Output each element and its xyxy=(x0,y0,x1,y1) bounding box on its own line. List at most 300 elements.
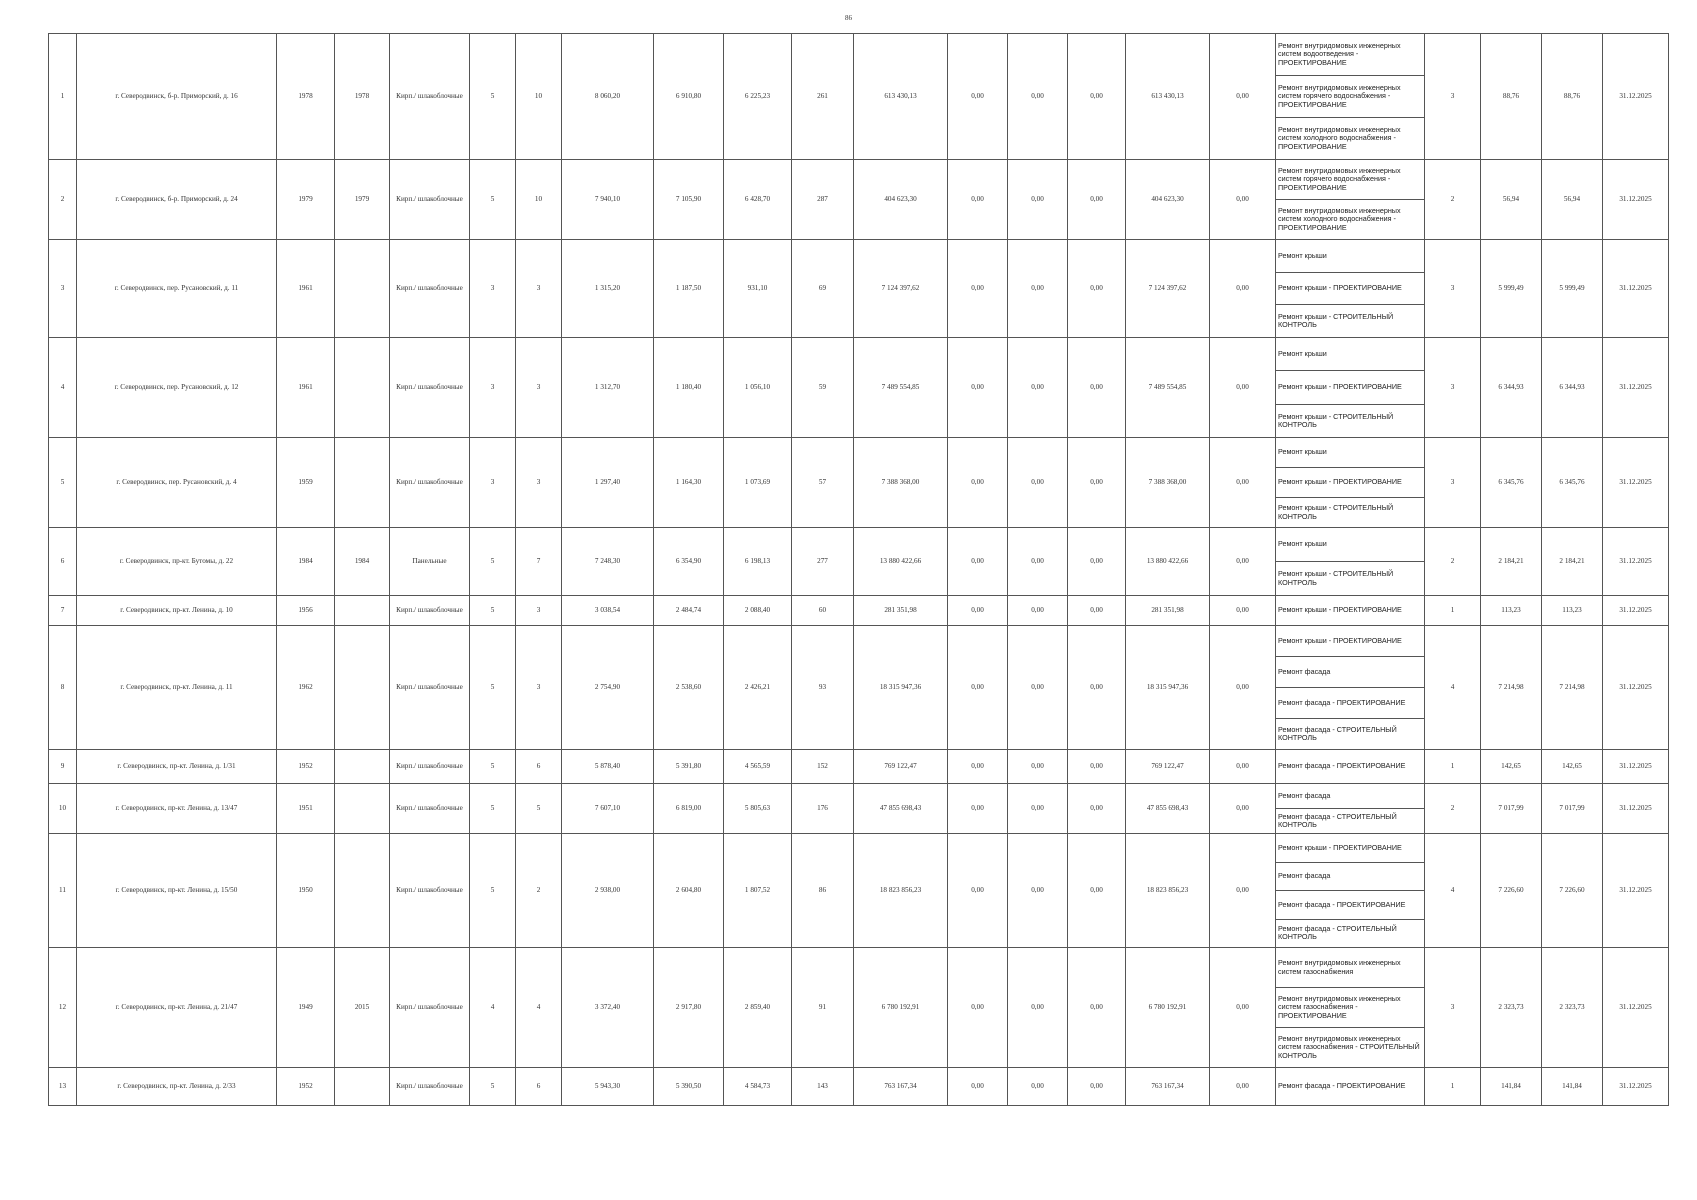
work-item: Ремонт крыши - ПРОЕКТИРОВАНИЕ xyxy=(1278,605,1402,615)
cell-residents: 60 xyxy=(792,596,854,626)
cell-floors: 5 xyxy=(470,160,516,240)
cell-unit-cost-max: 6 344,93 xyxy=(1542,338,1603,438)
cell-floors: 5 xyxy=(470,834,516,948)
cell-entrances: 6 xyxy=(516,750,562,784)
cell-year-built: 1956 xyxy=(277,596,335,626)
cell-area-living: 6 225,23 xyxy=(724,34,792,160)
work-item: Ремонт фасада xyxy=(1278,790,1331,800)
cell-fund-other: 0,00 xyxy=(1210,160,1276,240)
cell-area-total: 7 248,30 xyxy=(562,528,654,596)
cell-area-premises: 5 390,50 xyxy=(654,1068,724,1106)
cell-wall-material: Панельные xyxy=(390,528,470,596)
work-types-cell xyxy=(1276,338,1425,438)
cell-wall-material: Кирп./ шлакоблочные xyxy=(390,1068,470,1106)
cell-fund-owners: 7 489 554,85 xyxy=(1126,338,1210,438)
cell-residents: 287 xyxy=(792,160,854,240)
cell-deadline: 31.12.2025 xyxy=(1603,784,1669,834)
work-types-cell xyxy=(1276,1068,1425,1106)
cell-year-built: 1951 xyxy=(277,784,335,834)
cell-cost-total: 7 388 368,00 xyxy=(854,438,948,528)
cell-entrances: 10 xyxy=(516,160,562,240)
cell-area-living: 2 859,40 xyxy=(724,948,792,1068)
cell-cost-total: 6 780 192,91 xyxy=(854,948,948,1068)
cell-num: 8 xyxy=(49,626,77,750)
cell-deadline: 31.12.2025 xyxy=(1603,338,1669,438)
cell-fund-federal: 0,00 xyxy=(948,834,1008,948)
cell-residents: 176 xyxy=(792,784,854,834)
table-row xyxy=(49,438,1669,528)
work-item: Ремонт крыши xyxy=(1278,349,1327,359)
cell-fund-federal: 0,00 xyxy=(948,784,1008,834)
cell-year-built: 1961 xyxy=(277,338,335,438)
cell-area-premises: 7 105,90 xyxy=(654,160,724,240)
table-row xyxy=(49,784,1669,834)
cell-fund-regional: 0,00 xyxy=(1008,596,1068,626)
cell-fund-regional: 0,00 xyxy=(1008,338,1068,438)
cell-fund-local: 0,00 xyxy=(1068,750,1126,784)
cell-work-count: 4 xyxy=(1425,834,1481,948)
cell-unit-cost-max: 88,76 xyxy=(1542,34,1603,160)
cell-floors: 3 xyxy=(470,240,516,338)
cell-fund-federal: 0,00 xyxy=(948,1068,1008,1106)
cell-fund-federal: 0,00 xyxy=(948,528,1008,596)
cell-address: г. Северодвинск, пр-кт. Ленина, д. 2/33 xyxy=(77,1068,277,1106)
cell-fund-other: 0,00 xyxy=(1210,596,1276,626)
cell-wall-material: Кирп./ шлакоблочные xyxy=(390,596,470,626)
cell-unit-cost: 5 999,49 xyxy=(1481,240,1542,338)
cell-fund-federal: 0,00 xyxy=(948,240,1008,338)
work-item: Ремонт фасада xyxy=(1276,862,1424,891)
cell-cost-total: 18 315 947,36 xyxy=(854,626,948,750)
cell-num: 11 xyxy=(49,834,77,948)
cell-cost-total: 404 623,30 xyxy=(854,160,948,240)
cell-num: 6 xyxy=(49,528,77,596)
cell-fund-other: 0,00 xyxy=(1210,338,1276,438)
cell-year-renov xyxy=(335,1068,390,1106)
cell-address: г. Северодвинск, пр-кт. Ленина, д. 11 xyxy=(77,626,277,750)
work-item: Ремонт внутридомовых инженерных систем газоснабжения - ПРОЕКТИРОВАНИЕ xyxy=(1276,987,1424,1027)
table-row xyxy=(49,1068,1669,1106)
cell-cost-total: 13 880 422,66 xyxy=(854,528,948,596)
cell-area-total: 3 372,40 xyxy=(562,948,654,1068)
cell-residents: 277 xyxy=(792,528,854,596)
cell-num: 2 xyxy=(49,160,77,240)
cell-fund-local: 0,00 xyxy=(1068,528,1126,596)
work-item: Ремонт крыши - СТРОИТЕЛЬНЫЙ КОНТРОЛЬ xyxy=(1276,304,1424,337)
cell-fund-owners: 281 351,98 xyxy=(1126,596,1210,626)
work-types-cell xyxy=(1276,948,1425,1068)
cell-num: 13 xyxy=(49,1068,77,1106)
cell-fund-regional: 0,00 xyxy=(1008,34,1068,160)
cell-floors: 3 xyxy=(470,438,516,528)
cell-unit-cost: 113,23 xyxy=(1481,596,1542,626)
cell-cost-total: 7 124 397,62 xyxy=(854,240,948,338)
cell-year-built: 1950 xyxy=(277,834,335,948)
cell-entrances: 3 xyxy=(516,438,562,528)
cell-residents: 261 xyxy=(792,34,854,160)
cell-fund-local: 0,00 xyxy=(1068,596,1126,626)
cell-floors: 5 xyxy=(470,34,516,160)
table-row xyxy=(49,596,1669,626)
cell-area-premises: 2 604,80 xyxy=(654,834,724,948)
cell-area-premises: 5 391,80 xyxy=(654,750,724,784)
work-item: Ремонт крыши xyxy=(1278,447,1327,457)
cell-deadline: 31.12.2025 xyxy=(1603,834,1669,948)
cell-num: 1 xyxy=(49,34,77,160)
cell-area-living: 1 056,10 xyxy=(724,338,792,438)
work-item: Ремонт фасада - СТРОИТЕЛЬНЫЙ КОНТРОЛЬ xyxy=(1276,919,1424,948)
cell-address: г. Северодвинск, пер. Русановский, д. 12 xyxy=(77,338,277,438)
cell-entrances: 7 xyxy=(516,528,562,596)
cell-residents: 59 xyxy=(792,338,854,438)
repair-program-table xyxy=(48,33,1669,1106)
work-types-cell xyxy=(1276,240,1425,338)
cell-work-count: 3 xyxy=(1425,34,1481,160)
cell-fund-regional: 0,00 xyxy=(1008,784,1068,834)
cell-unit-cost: 6 345,76 xyxy=(1481,438,1542,528)
cell-entrances: 3 xyxy=(516,626,562,750)
cell-residents: 93 xyxy=(792,626,854,750)
cell-unit-cost: 2 184,21 xyxy=(1481,528,1542,596)
cell-area-total: 3 038,54 xyxy=(562,596,654,626)
cell-floors: 4 xyxy=(470,948,516,1068)
cell-unit-cost-max: 7 214,98 xyxy=(1542,626,1603,750)
cell-year-built: 1959 xyxy=(277,438,335,528)
cell-work-count: 2 xyxy=(1425,784,1481,834)
cell-area-total: 7 940,10 xyxy=(562,160,654,240)
cell-wall-material: Кирп./ шлакоблочные xyxy=(390,338,470,438)
cell-fund-federal: 0,00 xyxy=(948,438,1008,528)
table-row xyxy=(49,160,1669,240)
cell-deadline: 31.12.2025 xyxy=(1603,1068,1669,1106)
work-item: Ремонт внутридомовых инженерных систем холодного водоснабжения - ПРОЕКТИРОВАНИЕ xyxy=(1276,199,1424,239)
cell-area-living: 2 426,21 xyxy=(724,626,792,750)
work-types-cell xyxy=(1276,834,1425,948)
cell-fund-local: 0,00 xyxy=(1068,948,1126,1068)
cell-area-premises: 1 187,50 xyxy=(654,240,724,338)
cell-year-renov xyxy=(335,596,390,626)
cell-unit-cost-max: 113,23 xyxy=(1542,596,1603,626)
cell-area-premises: 6 819,00 xyxy=(654,784,724,834)
cell-entrances: 2 xyxy=(516,834,562,948)
cell-entrances: 6 xyxy=(516,1068,562,1106)
cell-cost-total: 281 351,98 xyxy=(854,596,948,626)
cell-unit-cost-max: 6 345,76 xyxy=(1542,438,1603,528)
cell-fund-other: 0,00 xyxy=(1210,948,1276,1068)
cell-fund-regional: 0,00 xyxy=(1008,240,1068,338)
work-item: Ремонт крыши - ПРОЕКТИРОВАНИЕ xyxy=(1276,467,1424,497)
cell-entrances: 4 xyxy=(516,948,562,1068)
cell-year-built: 1952 xyxy=(277,750,335,784)
cell-area-living: 5 805,63 xyxy=(724,784,792,834)
cell-address: г. Северодвинск, пр-кт. Ленина, д. 13/47 xyxy=(77,784,277,834)
cell-fund-federal: 0,00 xyxy=(948,34,1008,160)
cell-year-renov xyxy=(335,784,390,834)
work-item: Ремонт фасада - ПРОЕКТИРОВАНИЕ xyxy=(1278,761,1406,771)
cell-fund-local: 0,00 xyxy=(1068,834,1126,948)
work-types-cell xyxy=(1276,34,1425,160)
cell-fund-owners: 613 430,13 xyxy=(1126,34,1210,160)
work-item: Ремонт фасада - СТРОИТЕЛЬНЫЙ КОНТРОЛЬ xyxy=(1276,808,1424,833)
cell-area-premises: 2 538,60 xyxy=(654,626,724,750)
table-row xyxy=(49,528,1669,596)
cell-year-renov: 1978 xyxy=(335,34,390,160)
cell-residents: 57 xyxy=(792,438,854,528)
cell-unit-cost: 7 214,98 xyxy=(1481,626,1542,750)
cell-unit-cost-max: 2 323,73 xyxy=(1542,948,1603,1068)
cell-area-premises: 6 910,80 xyxy=(654,34,724,160)
cell-year-renov xyxy=(335,750,390,784)
cell-residents: 86 xyxy=(792,834,854,948)
cell-address: г. Северодвинск, пр-кт. Бутомы, д. 22 xyxy=(77,528,277,596)
cell-residents: 69 xyxy=(792,240,854,338)
cell-fund-local: 0,00 xyxy=(1068,160,1126,240)
cell-unit-cost-max: 7 017,99 xyxy=(1542,784,1603,834)
cell-deadline: 31.12.2025 xyxy=(1603,528,1669,596)
cell-fund-other: 0,00 xyxy=(1210,240,1276,338)
table-row xyxy=(49,948,1669,1068)
cell-area-premises: 1 164,30 xyxy=(654,438,724,528)
cell-area-total: 1 312,70 xyxy=(562,338,654,438)
cell-cost-total: 763 167,34 xyxy=(854,1068,948,1106)
cell-entrances: 3 xyxy=(516,338,562,438)
cell-fund-owners: 7 124 397,62 xyxy=(1126,240,1210,338)
cell-num: 12 xyxy=(49,948,77,1068)
cell-wall-material: Кирп./ шлакоблочные xyxy=(390,160,470,240)
cell-address: г. Северодвинск, пер. Русановский, д. 11 xyxy=(77,240,277,338)
cell-wall-material: Кирп./ шлакоблочные xyxy=(390,784,470,834)
cell-cost-total: 769 122,47 xyxy=(854,750,948,784)
work-item: Ремонт внутридомовых инженерных систем холодного водоснабжения - ПРОЕКТИРОВАНИЕ xyxy=(1276,117,1424,159)
work-item: Ремонт крыши - СТРОИТЕЛЬНЫЙ КОНТРОЛЬ xyxy=(1276,404,1424,437)
cell-year-renov: 1984 xyxy=(335,528,390,596)
cell-area-premises: 2 917,80 xyxy=(654,948,724,1068)
cell-entrances: 10 xyxy=(516,34,562,160)
cell-num: 10 xyxy=(49,784,77,834)
cell-year-renov xyxy=(335,626,390,750)
cell-area-living: 931,10 xyxy=(724,240,792,338)
cell-year-renov xyxy=(335,438,390,528)
cell-fund-local: 0,00 xyxy=(1068,338,1126,438)
cell-entrances: 5 xyxy=(516,784,562,834)
cell-year-renov: 1979 xyxy=(335,160,390,240)
work-types-cell xyxy=(1276,626,1425,750)
cell-floors: 5 xyxy=(470,1068,516,1106)
cell-area-living: 4 565,59 xyxy=(724,750,792,784)
cell-work-count: 3 xyxy=(1425,948,1481,1068)
cell-deadline: 31.12.2025 xyxy=(1603,596,1669,626)
table-row xyxy=(49,626,1669,750)
cell-unit-cost: 6 344,93 xyxy=(1481,338,1542,438)
cell-fund-regional: 0,00 xyxy=(1008,160,1068,240)
cell-unit-cost: 2 323,73 xyxy=(1481,948,1542,1068)
cell-year-built: 1961 xyxy=(277,240,335,338)
cell-fund-local: 0,00 xyxy=(1068,784,1126,834)
cell-work-count: 2 xyxy=(1425,160,1481,240)
cell-year-renov xyxy=(335,240,390,338)
cell-num: 3 xyxy=(49,240,77,338)
work-item: Ремонт внутридомовых инженерных систем горячего водоснабжения - ПРОЕКТИРОВАНИЕ xyxy=(1276,75,1424,117)
cell-year-renov xyxy=(335,338,390,438)
work-item: Ремонт крыши - ПРОЕКТИРОВАНИЕ xyxy=(1278,635,1402,645)
work-types-cell xyxy=(1276,750,1425,784)
cell-area-total: 2 754,90 xyxy=(562,626,654,750)
work-item: Ремонт крыши - СТРОИТЕЛЬНЫЙ КОНТРОЛЬ xyxy=(1276,497,1424,527)
cell-unit-cost: 56,94 xyxy=(1481,160,1542,240)
cell-area-premises: 2 484,74 xyxy=(654,596,724,626)
cell-fund-regional: 0,00 xyxy=(1008,834,1068,948)
cell-area-living: 1 807,52 xyxy=(724,834,792,948)
cell-unit-cost-max: 2 184,21 xyxy=(1542,528,1603,596)
cell-year-built: 1984 xyxy=(277,528,335,596)
cell-wall-material: Кирп./ шлакоблочные xyxy=(390,948,470,1068)
table-row xyxy=(49,834,1669,948)
cell-floors: 5 xyxy=(470,750,516,784)
cell-entrances: 3 xyxy=(516,596,562,626)
cell-area-living: 2 088,40 xyxy=(724,596,792,626)
cell-cost-total: 47 855 698,43 xyxy=(854,784,948,834)
cell-area-living: 6 428,70 xyxy=(724,160,792,240)
cell-floors: 3 xyxy=(470,338,516,438)
cell-unit-cost: 7 226,60 xyxy=(1481,834,1542,948)
cell-fund-owners: 769 122,47 xyxy=(1126,750,1210,784)
cell-residents: 91 xyxy=(792,948,854,1068)
cell-fund-other: 0,00 xyxy=(1210,528,1276,596)
cell-work-count: 1 xyxy=(1425,750,1481,784)
cell-area-living: 6 198,13 xyxy=(724,528,792,596)
cell-area-premises: 6 354,90 xyxy=(654,528,724,596)
table-row xyxy=(49,338,1669,438)
cell-address: г. Северодвинск, б-р. Приморский, д. 24 xyxy=(77,160,277,240)
cell-fund-local: 0,00 xyxy=(1068,438,1126,528)
cell-area-total: 1 315,20 xyxy=(562,240,654,338)
cell-work-count: 1 xyxy=(1425,596,1481,626)
cell-fund-owners: 7 388 368,00 xyxy=(1126,438,1210,528)
cell-num: 7 xyxy=(49,596,77,626)
cell-fund-owners: 18 823 856,23 xyxy=(1126,834,1210,948)
work-types-cell xyxy=(1276,160,1425,240)
cell-fund-other: 0,00 xyxy=(1210,626,1276,750)
cell-wall-material: Кирп./ шлакоблочные xyxy=(390,750,470,784)
cell-floors: 5 xyxy=(470,596,516,626)
work-types-cell xyxy=(1276,528,1425,596)
cell-fund-federal: 0,00 xyxy=(948,948,1008,1068)
cell-work-count: 1 xyxy=(1425,1068,1481,1106)
cell-fund-federal: 0,00 xyxy=(948,338,1008,438)
work-types-cell xyxy=(1276,438,1425,528)
work-types-cell xyxy=(1276,596,1425,626)
cell-deadline: 31.12.2025 xyxy=(1603,160,1669,240)
cell-unit-cost: 141,84 xyxy=(1481,1068,1542,1106)
cell-fund-other: 0,00 xyxy=(1210,1068,1276,1106)
cell-work-count: 2 xyxy=(1425,528,1481,596)
work-item: Ремонт фасада - СТРОИТЕЛЬНЫЙ КОНТРОЛЬ xyxy=(1276,718,1424,749)
cell-year-built: 1979 xyxy=(277,160,335,240)
work-item: Ремонт внутридомовых инженерных систем горячего водоснабжения - ПРОЕКТИРОВАНИЕ xyxy=(1278,166,1401,192)
work-item: Ремонт крыши xyxy=(1278,250,1327,260)
cell-fund-owners: 763 167,34 xyxy=(1126,1068,1210,1106)
cell-wall-material: Кирп./ шлакоблочные xyxy=(390,34,470,160)
cell-deadline: 31.12.2025 xyxy=(1603,438,1669,528)
cell-area-living: 4 584,73 xyxy=(724,1068,792,1106)
cell-fund-regional: 0,00 xyxy=(1008,1068,1068,1106)
cell-area-total: 2 938,00 xyxy=(562,834,654,948)
cell-fund-owners: 18 315 947,36 xyxy=(1126,626,1210,750)
cell-year-built: 1949 xyxy=(277,948,335,1068)
cell-unit-cost-max: 142,65 xyxy=(1542,750,1603,784)
work-item: Ремонт внутридомовых инженерных систем газоснабжения - СТРОИТЕЛЬНЫЙ КОНТРОЛЬ xyxy=(1276,1027,1424,1067)
cell-address: г. Северодвинск, пр-кт. Ленина, д. 15/50 xyxy=(77,834,277,948)
cell-unit-cost-max: 5 999,49 xyxy=(1542,240,1603,338)
cell-work-count: 3 xyxy=(1425,240,1481,338)
work-item: Ремонт фасада xyxy=(1276,656,1424,687)
cell-area-premises: 1 180,40 xyxy=(654,338,724,438)
cell-num: 4 xyxy=(49,338,77,438)
work-item: Ремонт фасада - ПРОЕКТИРОВАНИЕ xyxy=(1276,687,1424,718)
cell-fund-owners: 13 880 422,66 xyxy=(1126,528,1210,596)
cell-deadline: 31.12.2025 xyxy=(1603,750,1669,784)
cell-unit-cost: 142,65 xyxy=(1481,750,1542,784)
table-row xyxy=(49,34,1669,160)
cell-unit-cost-max: 141,84 xyxy=(1542,1068,1603,1106)
cell-area-total: 5 878,40 xyxy=(562,750,654,784)
work-item: Ремонт крыши - ПРОЕКТИРОВАНИЕ xyxy=(1276,272,1424,305)
cell-wall-material: Кирп./ шлакоблочные xyxy=(390,438,470,528)
cell-deadline: 31.12.2025 xyxy=(1603,34,1669,160)
work-item: Ремонт крыши xyxy=(1278,539,1327,549)
cell-unit-cost-max: 56,94 xyxy=(1542,160,1603,240)
cell-address: г. Северодвинск, пр-кт. Ленина, д. 10 xyxy=(77,596,277,626)
cell-cost-total: 18 823 856,23 xyxy=(854,834,948,948)
cell-cost-total: 7 489 554,85 xyxy=(854,338,948,438)
cell-cost-total: 613 430,13 xyxy=(854,34,948,160)
cell-fund-owners: 6 780 192,91 xyxy=(1126,948,1210,1068)
cell-deadline: 31.12.2025 xyxy=(1603,240,1669,338)
cell-fund-owners: 47 855 698,43 xyxy=(1126,784,1210,834)
cell-fund-local: 0,00 xyxy=(1068,34,1126,160)
cell-year-renov: 2015 xyxy=(335,948,390,1068)
cell-deadline: 31.12.2025 xyxy=(1603,626,1669,750)
cell-area-total: 8 060,20 xyxy=(562,34,654,160)
cell-fund-local: 0,00 xyxy=(1068,1068,1126,1106)
work-item: Ремонт фасада - ПРОЕКТИРОВАНИЕ xyxy=(1276,890,1424,919)
cell-fund-regional: 0,00 xyxy=(1008,626,1068,750)
cell-floors: 5 xyxy=(470,626,516,750)
cell-unit-cost: 7 017,99 xyxy=(1481,784,1542,834)
cell-residents: 143 xyxy=(792,1068,854,1106)
cell-address: г. Северодвинск, пр-кт. Ленина, д. 1/31 xyxy=(77,750,277,784)
cell-num: 9 xyxy=(49,750,77,784)
cell-fund-other: 0,00 xyxy=(1210,834,1276,948)
cell-fund-owners: 404 623,30 xyxy=(1126,160,1210,240)
cell-fund-regional: 0,00 xyxy=(1008,750,1068,784)
cell-fund-federal: 0,00 xyxy=(948,626,1008,750)
cell-unit-cost: 88,76 xyxy=(1481,34,1542,160)
cell-fund-other: 0,00 xyxy=(1210,34,1276,160)
page-number: 86 xyxy=(845,14,852,22)
cell-address: г. Северодвинск, пр-кт. Ленина, д. 21/47 xyxy=(77,948,277,1068)
cell-year-renov xyxy=(335,834,390,948)
cell-fund-other: 0,00 xyxy=(1210,784,1276,834)
cell-fund-regional: 0,00 xyxy=(1008,948,1068,1068)
cell-work-count: 4 xyxy=(1425,626,1481,750)
cell-work-count: 3 xyxy=(1425,438,1481,528)
cell-fund-local: 0,00 xyxy=(1068,626,1126,750)
cell-fund-regional: 0,00 xyxy=(1008,528,1068,596)
cell-year-built: 1952 xyxy=(277,1068,335,1106)
cell-work-count: 3 xyxy=(1425,338,1481,438)
cell-residents: 152 xyxy=(792,750,854,784)
